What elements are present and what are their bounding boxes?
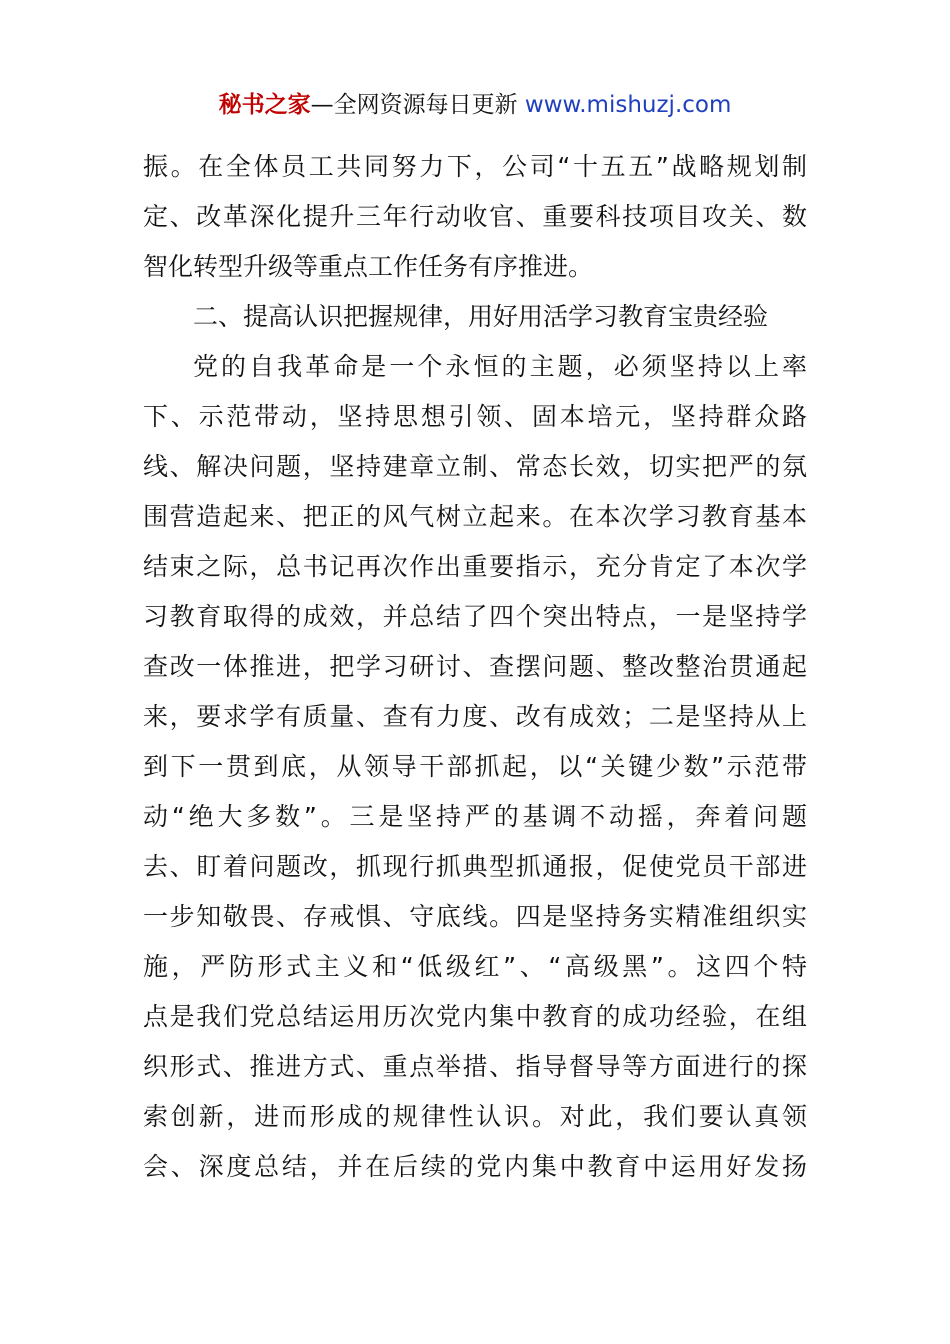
- text-line: 围营造起来、把正的风气树立起来。在本次学习教育基本: [143, 502, 807, 531]
- brand-name: 秘书之家: [218, 92, 311, 118]
- text-line: 下、示范带动，坚持思想引领、固本培元，坚持群众路: [143, 402, 807, 431]
- text-line: 会、深度总结，并在后续的党内集中教育中运用好发扬: [143, 1152, 807, 1181]
- text-line: 去、盯着问题改，抓现行抓典型抓通报，促使党员干部进: [143, 852, 807, 881]
- text-line: 结束之际，总书记再次作出重要指示，充分肯定了本次学: [143, 552, 807, 581]
- text-line: 习教育取得的成效，并总结了四个突出特点，一是坚持学: [143, 602, 807, 631]
- text-line: 点是我们党总结运用历次党内集中教育的成功经验，在组: [143, 1002, 807, 1031]
- text-line: 索创新，进而形成的规律性认识。对此，我们要认真领: [143, 1102, 807, 1131]
- paragraph-start: 党的自我革命是一个永恒的主题，必须坚持以上率: [193, 352, 807, 381]
- website-url[interactable]: www.mishuzj.com: [524, 92, 732, 118]
- text-line: 定、改革深化提升三年行动收官、重要科技项目攻关、数: [143, 202, 807, 231]
- text-line: 智化转型升级等重点工作任务有序推进。: [143, 252, 594, 281]
- header-tagline: —全网资源每日更新: [310, 92, 525, 118]
- text-line: 来，要求学有质量、查有力度、改有成效；二是坚持从上: [143, 702, 807, 731]
- text-line: 查改一体推进，把学习研讨、查摆问题、整改整治贯通起: [143, 652, 807, 681]
- text-line: 到下一贯到底，从领导干部抓起，以“关键少数”示范带: [143, 752, 807, 781]
- text-line: 动“绝大多数”。三是坚持严的基调不动摇，奔着问题: [143, 802, 807, 831]
- document-body: [143, 147, 807, 1197]
- text-line: 振。在全体员工共同努力下，公司“十五五”战略规划制: [143, 152, 807, 181]
- text-line: 线、解决问题，坚持建章立制、常态长效，切实把严的氛: [143, 452, 807, 481]
- section-heading: 二、提高认识把握规律，用好用活学习教育宝贵经验: [193, 302, 769, 331]
- text-line: 一步知敬畏、存戒惧、守底线。四是坚持务实精准组织实: [143, 902, 807, 931]
- page-header: [0, 90, 950, 120]
- text-line: 织形式、推进方式、重点举措、指导督导等方面进行的探: [143, 1052, 807, 1081]
- text-line: 施，严防形式主义和“低级红”、“高级黑”。这四个特: [143, 952, 807, 981]
